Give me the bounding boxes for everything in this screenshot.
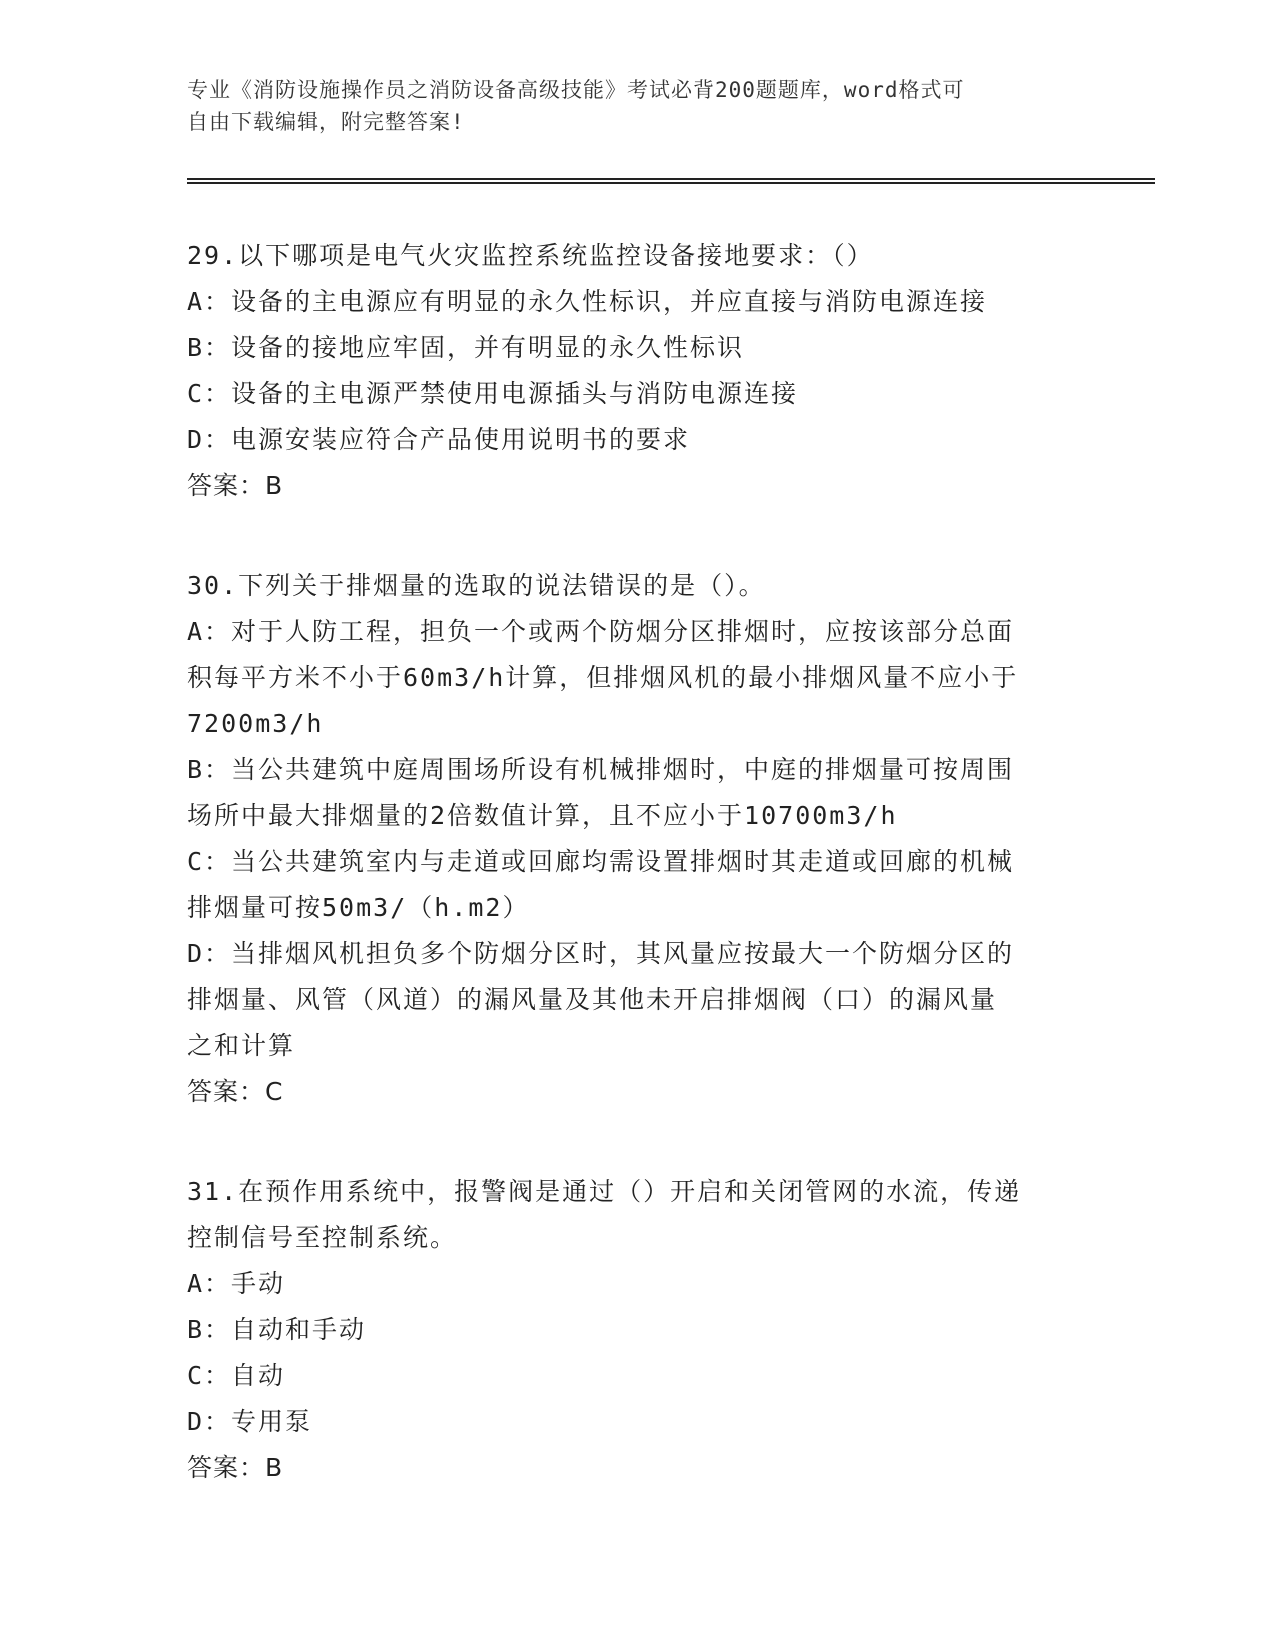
question-stem: 31.在预作用系统中，报警阀是通过（）开启和关闭管网的水流，传递 [187, 1177, 1022, 1206]
option-c: C：设备的主电源严禁使用电源插头与消防电源连接 [187, 379, 799, 408]
question-31 [187, 1169, 1087, 1491]
option-d: D：电源安装应符合产品使用说明书的要求 [187, 425, 691, 454]
question-stem: 29.以下哪项是电气火灾监控系统监控设备接地要求：（） [187, 241, 874, 270]
header-line-2: 自由下载编辑，附完整答案! [187, 110, 465, 134]
option-a-cont: 积每平方米不小于60m3/h计算，但排烟风机的最小排烟风量不应小于 [187, 663, 1019, 692]
question-stem: 30.下列关于排烟量的选取的说法错误的是（）。 [187, 571, 766, 600]
document-header [187, 74, 1067, 138]
option-a: A：手动 [187, 1269, 286, 1298]
option-c-cont: 排烟量可按50m3/（h.m2） [187, 893, 530, 922]
header-divider [187, 178, 1155, 184]
answer-line: 答案：B [187, 1453, 284, 1482]
answer-line: 答案：C [187, 1077, 284, 1106]
question-list [187, 233, 1087, 1545]
option-b: B：设备的接地应牢固，并有明显的永久性标识 [187, 333, 745, 362]
question-stem-cont: 控制信号至控制系统。 [187, 1223, 458, 1252]
answer-line: 答案：B [187, 471, 284, 500]
option-d: D：专用泵 [187, 1407, 313, 1436]
option-a: A：对于人防工程，担负一个或两个防烟分区排烟时，应按该部分总面 [187, 617, 1015, 646]
option-a: A：设备的主电源应有明显的永久性标识，并应直接与消防电源连接 [187, 287, 988, 316]
option-d-cont: 之和计算 [187, 1031, 296, 1060]
option-d: D：当排烟风机担负多个防烟分区时，其风量应按最大一个防烟分区的 [187, 939, 1015, 968]
question-29 [187, 233, 1087, 509]
option-a-cont: 7200m3/h [187, 709, 324, 738]
option-b: B：当公共建筑中庭周围场所设有机械排烟时，中庭的排烟量可按周围 [187, 755, 1015, 784]
option-d-cont: 排烟量、风管（风道）的漏风量及其他未开启排烟阀（口）的漏风量 [187, 985, 998, 1014]
option-c: C：自动 [187, 1361, 286, 1390]
option-b-cont: 场所中最大排烟量的2倍数值计算，且不应小于10700m3/h [187, 801, 898, 830]
header-line-1: 专业《消防设施操作员之消防设备高级技能》考试必背200题题库，word格式可 [187, 78, 965, 102]
question-30 [187, 563, 1087, 1115]
option-c: C：当公共建筑室内与走道或回廊均需设置排烟时其走道或回廊的机械 [187, 847, 1015, 876]
option-b: B：自动和手动 [187, 1315, 367, 1344]
